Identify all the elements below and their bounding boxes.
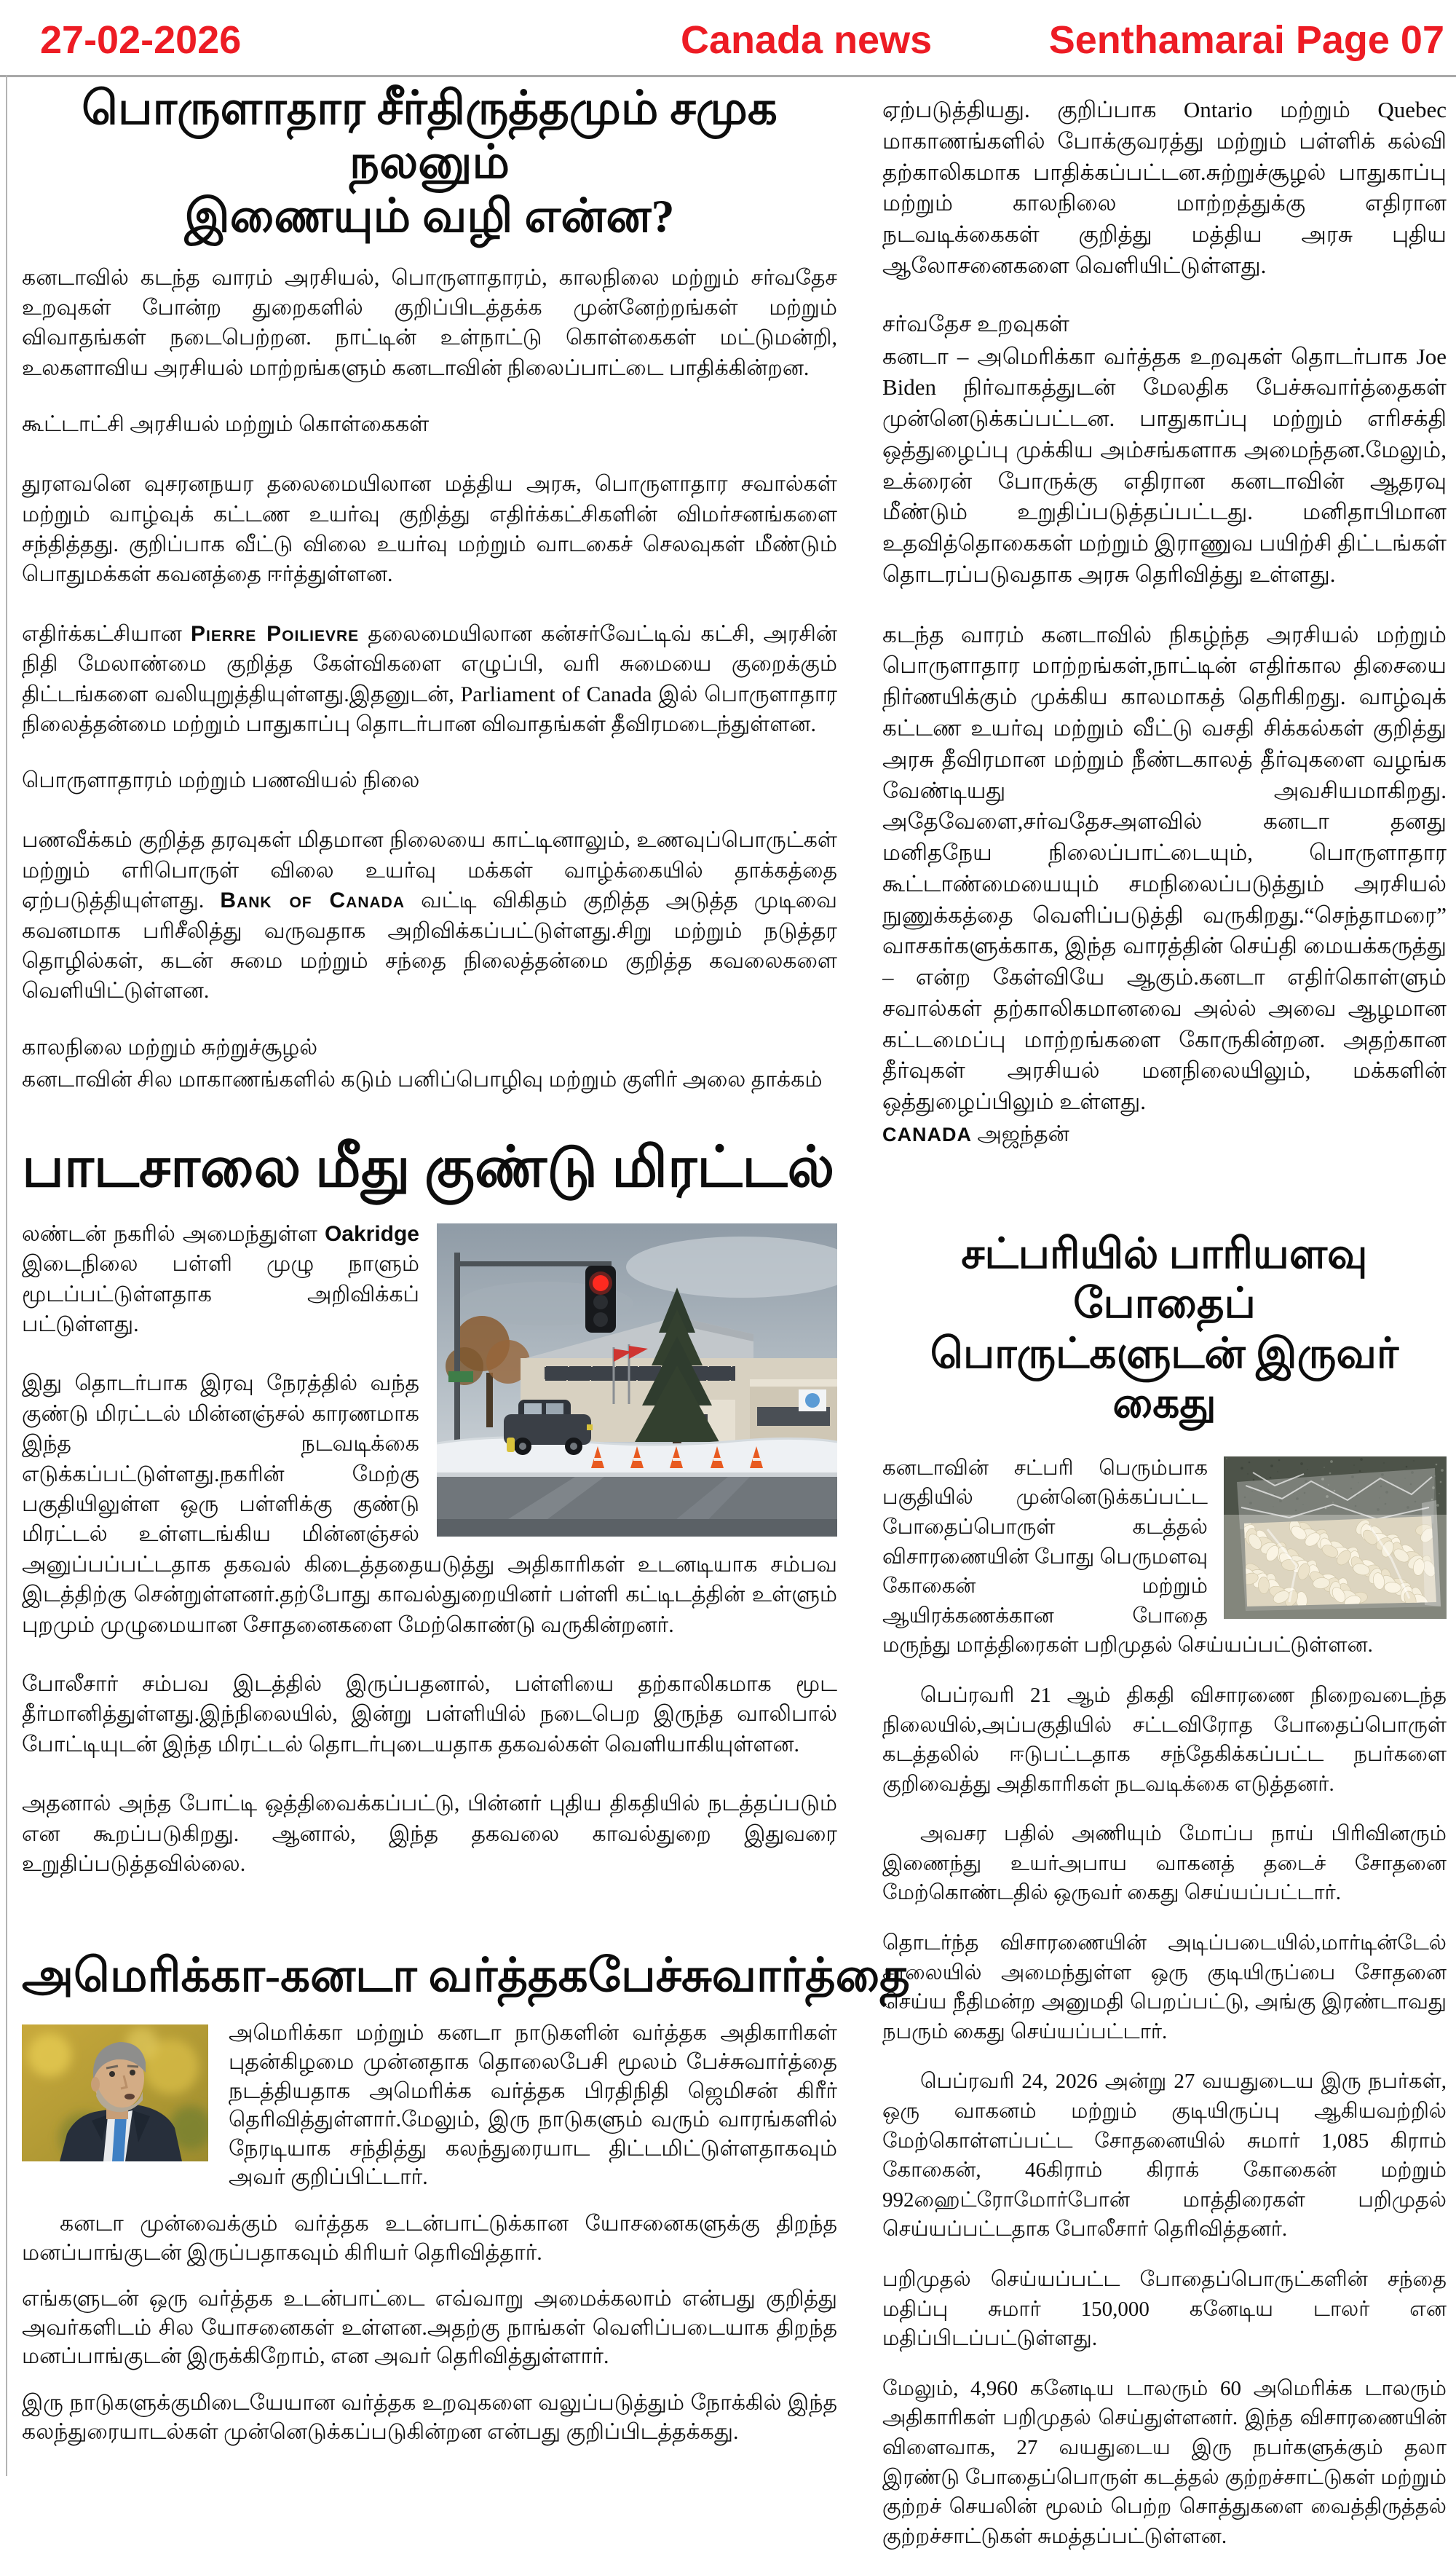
paragraph: அதனால் அந்த போட்டி ஒத்திவைக்கப்பட்டு, பின்னர் புதிய திகதியில் நடத்தப்படும் என கூறப்படுகிறது. ஆனால், இந்த தகவலை காவல்துறை இதுவரை உறுதிப்படுத்தவில்லை.: [22, 1791, 837, 1876]
right-column-top: [882, 95, 1447, 1220]
paragraph: அவசர பதில் அணியும் மோப்ப நாய் பிரிவினரும் இணைந்து உயர்அபாய வாகனத் தடைச் சோதனை மேற்கொண்டதில் ஒருவர் கைது செய்யப்பட்டார்.: [882, 1822, 1447, 1905]
paragraph: துரளவனெ வுசரனநயர தலைமையிலான மத்திய அரசு, பொருளாதார சவால்கள் மற்றும் வாழ்வுக் கட்டண உயர்வு குறித்து எதிர்க்கட்சிகளின் விமர்சனங்களை சந்தித்தது. குறிப்பாக வீட்டு விலை உயர்வு மற்றும் வாடகைச் செலவுகள் மீண்டும் பொதுமக்கள் கவனத்தை ஈர்த்துள்ளன.: [22, 472, 837, 587]
paragraph: அமெரிக்கா மற்றும் கனடா நாடுகளின் வர்த்தக அதிகாரிகள் புதன்கிழமை முன்னதாக தொலைபேசி மூலம் பேச்சுவார்த்தை நடத்தியதாக அமெரிக்க வர்த்தக பிரதிநிதி ஜெமிசன் கிரீர் தெரிவித்துள்ளார்.மேலும், இரு நாடுகளும் வரும் வாரங்களில் நேரடியாக சந்தித்து கலந்துரையாட திட்டமிட்டுள்ளதாகவும் அவர் குறிப்பிட்டார்.: [229, 2021, 837, 2190]
school-article-body: [22, 1219, 837, 1879]
paragraph: எங்களுடன் ஒரு வர்த்தக உடன்பாட்டை எவ்வாறு அமைக்கலாம் என்பது குறித்து அவர்களிடம் சில யோசனைகள் உள்ளன.அதற்கு நாங்கள் வெளிப்படையாக திறந்த மனப்பாங்குடன் இருக்கிறோம், என அவர் தெரிவித்துள்ளார்.: [22, 2287, 837, 2369]
paragraph: இது தொடர்பாக இரவு நேரத்தில் வந்த குண்டு மிரட்டல் மின்னஞ்சல் காரணமாக இந்த நடவடிக்கை எடுக்கப்பட்டுள்ளது.நகரின் மேற்கு பகுதியிலுள்ள ஒரு பள்ளிக்கு குண்டு மிரட்டல் உள்ளடங்கிய மின்னஞ்சல் அனுப்பப்பட்டதாக தகவல் கிடைத்ததையடுத்து அதிகாரிகள் உடனடியாக சம்பவ இடத்திற்கு சென்றுள்ளனர்.தற்போது காவல்துறையினர் பள்ளி கட்டிடத்தின் உள்ளும் புறமும் முழுமையான சோதனைகளை மேற்கொண்டு வருகின்றனர்.: [22, 1371, 837, 1637]
paragraph: கனடாவின் சில மாகாணங்களில் கடும் பனிப்பொழிவு மற்றும் குளிர் அலை தாக்கம்: [22, 1067, 823, 1092]
paragraph: ஏற்படுத்தியது. குறிப்பாக Ontario மற்றும் Quebec மாகாணங்களில் போக்குவரத்து மற்றும் பள்ளிக் கல்வி தற்காலிகமாக பாதிக்கப்பட்டன.சுற்றுச்சூழல் பாதுகாப்பு மற்றும் காலநிலை மாற்றத்துக்கு எதிரான நடவடிக்கைகள் குறித்து மத்திய அரசு புதிய ஆலோசனைகளை வெளியிட்டுள்ளது.: [882, 97, 1447, 278]
drug-headline-line1: சட்பரியில் பாரியளவு போதைப்: [961, 1230, 1368, 1328]
school-article-headline: பாடசாலை மீது குண்டு மிரட்டல்: [22, 1137, 835, 1199]
drug-article-body: [882, 1454, 1447, 2551]
article-drug-bust: [882, 1229, 1447, 2551]
paragraph: தொடர்ந்த விசாரணையின் அடிப்படையில்,மார்டின்டேல் சாலையில் அமைந்துள்ள ஒரு குடியிருப்பை சோதனை செய்ய நீதிமன்ற அனுமதி பெறப்பட்டு, அங்கு இரண்டாவது நபரும் கைது செய்யப்பட்டார்.: [882, 1931, 1447, 2043]
trade-article-headline: அமெரிக்கா-கனடா வர்த்தகபேச்சுவார்த்தை: [22, 1949, 910, 2001]
byline-region: CANADA: [882, 1123, 972, 1146]
issue-date: 27-02-2026: [40, 18, 242, 62]
fire-hydrant: [507, 1438, 515, 1452]
page-left-border: [6, 75, 7, 2476]
paragraph: பெப்ரவரி 21 ஆம் திகதி விசாரணை நிறைவடைந்த நிலையில்,அப்பகுதியில் சட்டவிரோத போதைப்பொருள் கடத்தலில் ஈடுபட்டதாக சந்தேகிக்கப்பட்ட நபர்களை குறிவைத்து அதிகாரிகள் நடவடிக்கை எடுத்தனர்.: [882, 1683, 1447, 1796]
text-run: லண்டன் நகரில் அமைந்துள்ள: [22, 1221, 325, 1246]
text-run: வட்டி விகிதம் குறித்த அடுத்த முடிவை கவனமாக பரிசீலித்து வருவதாக அறிவிக்கப்பட்டுள்ளது.சிறு மற்றும் நடுத்தர தொழில்கள், கடன் சுமை மற்றும் சந்தை நிலைத்தன்மை குறித்த கவலைகளை வெளியிட்டுள்ளன.: [22, 888, 837, 1004]
drug-article-headline: [882, 1229, 1447, 1429]
text-run-oakridge: Oakridge: [324, 1221, 419, 1246]
paragraph: மேலும், 4,960 கனேடிய டாலரும் 60 அமெரிக்க டாலரும் அதிகாரிகள் பறிமுதல் செய்துள்ளனர். இந்த விசாரணையின் விளைவாக, 27 வயதுடைய இரு நபர்களுக்கும் தலா இரண்டு போதைப்பொருள் கடத்தல் குற்றச்சாட்டுகள் மற்றும் குற்றச் செயலின் மூலம் பெற்ற சொத்துகளை வைத்திருத்தல் குற்றச்சாட்டுகள் சுமத்தப்பட்டுள்ளன.: [882, 2376, 1447, 2548]
article-us-canada-trade: [22, 1949, 910, 2446]
byline: [882, 1122, 1447, 1150]
drug-headline-line2: பொருட்களுடன் இருவர் கைது: [930, 1329, 1399, 1427]
main-headline: [22, 82, 837, 244]
text-run: இடைநிலை பள்ளி முழு நாளும் மூடப்பட்டுள்ளதாக அறிவிக்கப் பட்டுள்ளது.: [22, 1252, 419, 1337]
text-run-bank-of-canada: Bank of Canada: [220, 888, 405, 913]
masthead: [0, 0, 1456, 75]
section-subhead-federal-politics: கூட்டாட்சி அரசியல் மற்றும் கொள்கைகள்: [22, 412, 430, 437]
main-headline-line1: பொருளாதார சீர்திருத்தமும் சமுக நலனும்: [82, 82, 778, 189]
text-run: பணவீக்கம் குறித்த தரவுகள் மிதமான நிலையை காட்டினாலும், உணவுப்பொருட்கள் மற்றும் எரிபொருள் விலை உயர்வு மக்கள் வாழ்க்கையில் தாக்கத்தை ஏற்படுத்தியுள்ளது.: [22, 828, 837, 913]
text-run: எதிர்க்கட்சியான: [22, 621, 191, 646]
paragraph: கனடா முன்வைக்கும் வர்த்தக உடன்பாட்டுக்கான யோசனைகளுக்கு திறந்த மனப்பாங்குடன் இருப்பதாகவும் கிரியர் தெரிவித்தார்.: [22, 2211, 837, 2265]
paragraph: கனடாவின் சட்பரி பெரும்பாக பகுதியில் முன்னெடுக்கப்பட்ட போதைப்பொருள் கடத்தல் விசாரணையின் போது பெருமளவு கோகைன் மற்றும் ஆயிரக்கணக்கான போதை மருந்து மாத்திரைகள் பறிமுதல் செய்யப்பட்டுள்ளன.: [882, 1456, 1373, 1657]
article-economy-welfare: [22, 82, 837, 1132]
seized-pills-photo: [1224, 1456, 1447, 1619]
text-run-pierre-poilievre: Pierre Poilievre: [191, 621, 360, 646]
trade-official-portrait-photo: [22, 2024, 208, 2161]
paragraph: கனடாவில் கடந்த வாரம் அரசியல், பொருளாதாரம், காலநிலை மற்றும் சர்வதேச உறவுகள் போன்ற துறைகளில் குறிப்பிடத்தக்க முன்னேற்றங்கள் மற்றும் விவாதங்கள் நடைபெற்றன. நாட்டின் உள்நாட்டு கொள்கைகள் மட்டுமன்றி, உலகளாவிய அரசியல் மாற்றங்களும் கனடாவின் நிலைப்பாட்டை பாதிக்கின்றன.: [22, 265, 837, 380]
paragraph: [22, 825, 837, 1006]
paragraph: கடந்த வாரம் கனடாவில் நிகழ்ந்த அரசியல் மற்றும் பொருளாதார மாற்றங்கள்,நாட்டின் எதிர்கால திசையை நிர்ணயிக்கும் முக்கிய காலமாகத் தெரிகிறது. வாழ்வுக் கட்டண உயர்வு மற்றும் வீட்டு வசதி சிக்கல்கள் குறித்து அரசு தீவிரமான மற்றும் நீண்டகாலத் தீர்வுகளை வழங்க வேண்டியது அவசியமாகிறது. அதேவேளை,சர்வதேசஅளவில் கனடா தனது மனிதநேய நிலைப்பாட்டையும், பொருளாதார கூட்டாண்மையையும் சமநிலைப்படுத்தும் அரசியல் நுணுக்கத்தை வெளிப்படுத்தி வருகிறது.“செந்தாமரை” வாசகர்களுக்காக, இந்த வாரத்தின் செய்தி மையக்கருத்து – என்ற கேள்வியே ஆகும்.கனடா எதிர்கொள்ளும் சவால்கள் தற்காலிகமானவை அல்ல் அவை ஆழமான கட்டமைப்பு மாற்றங்களை கோருகின்றன. அதற்கான தீர்வுகள் அரசியல் மனநிலையிலும், மக்களின் ஒத்துழைப்பிலும் உள்ளது.: [882, 621, 1447, 1115]
header-rule: [0, 75, 1456, 77]
article-school-bomb-threat: [22, 1137, 837, 1944]
school-winter-photo: [437, 1223, 837, 1537]
section-subhead-international-relations: சர்வதேச உறவுகள்: [882, 310, 1069, 336]
paragraph: பறிமுதல் செய்யப்பட்ட போதைப்பொருட்களின் சந்தை மதிப்பு சுமார் 150,000 கனேடிய டாலர் என மதிப்பிடப்பட்டுள்ளது.: [882, 2268, 1447, 2351]
byline-author: அஜந்தன்: [977, 1121, 1069, 1146]
paragraph: இரு நாடுகளுக்குமிடையேயான வர்த்தக உறவுகளை வலுப்படுத்தும் நோக்கில் இந்த கலந்துரையாடல்கள் முன்னெடுக்கப்படுகின்றன என்பது குறிப்பிடத்தக்கது.: [22, 2390, 837, 2444]
section-title: Canada news: [681, 18, 933, 62]
text-run: தலைமையிலான கன்சர்வேட்டிவ் கட்சி, அரசின் நிதி மேலாண்மை குறித்த கேள்விகளை எழுப்பி, வரி சுமையை குறைக்கும் திட்டங்களை வலியுறுத்தியுள்ளது.இதனுடன், Parliament of Canada இல் பொருளாதார நிலைத்தன்மை மற்றும் பாதுகாப்பு தொடர்பான விவாதங்கள் தீவிரமடைந்துள்ளன.: [22, 621, 837, 736]
mouth: [124, 2094, 135, 2099]
section-subhead-climate-environment: காலநிலை மற்றும் சுற்றுச்சூழல்: [22, 1035, 318, 1060]
trade-article-body: [22, 2019, 837, 2446]
section-subhead-economy-monetary: பொருளாதாரம் மற்றும் பணவியல் நிலை: [22, 768, 420, 793]
paragraph: பெப்ரவரி 24, 2026 அன்று 27 வயதுடைய இரு நபர்கள், ஒரு வாகனம் மற்றும் குடியிருப்பு ஆகியவற்றில் மேற்கொள்ளப்பட்ட சோதனையில் சுமார் 1,085 கிராம் கோகைன், 46கிராம் கிராக் கோகைன் மற்றும் 992ஹைட்ரோமோர்போன் மாத்திரைகள் பறிமுதல் செய்யப்பட்டதாக போலீசார் தெரிவித்தனர்.: [882, 2070, 1447, 2242]
paragraph: போலீசார் சம்பவ இடத்தில் இருப்பதனால், பள்ளியை தற்காலிகமாக மூட தீர்மானித்துள்ளது.இந்நிலையில், இன்று பள்ளியில் நடைபெற இருந்த வாலிபால் போட்டியுடன் இந்த மிரட்டல் தொடர்புடையதாக தகவல்கள் வெளியாகியுள்ளன.: [22, 1671, 837, 1756]
main-headline-line2: இணையும் வழி என்ன?: [184, 190, 675, 243]
paragraph: [22, 619, 837, 740]
paragraph: கனடா – அமெரிக்கா வர்த்தக உறவுகள் தொடர்பாக Joe Biden நிர்வாகத்துடன் மேலதிக பேச்சுவார்த்தைகள் முன்னெடுக்கப்பட்டன. பாதுகாப்பு மற்றும் எரிசக்தி ஒத்துழைப்பு முக்கிய அம்சங்களாக அமைந்தன.மேலும், உக்ரைன் போருக்கு எதிரான கனடாவின் ஆதரவு மீண்டும் உறுதிப்படுத்தப்பட்டது. மனிதாபிமான உதவித்தொகைகள் மற்றும் இராணுவ பயிற்சி திட்டங்கள் தொடரப்படுவதாக அரசு தெரிவித்து உள்ளது.: [882, 343, 1447, 587]
edition-page-label: Senthamarai Page 07: [1048, 18, 1444, 62]
